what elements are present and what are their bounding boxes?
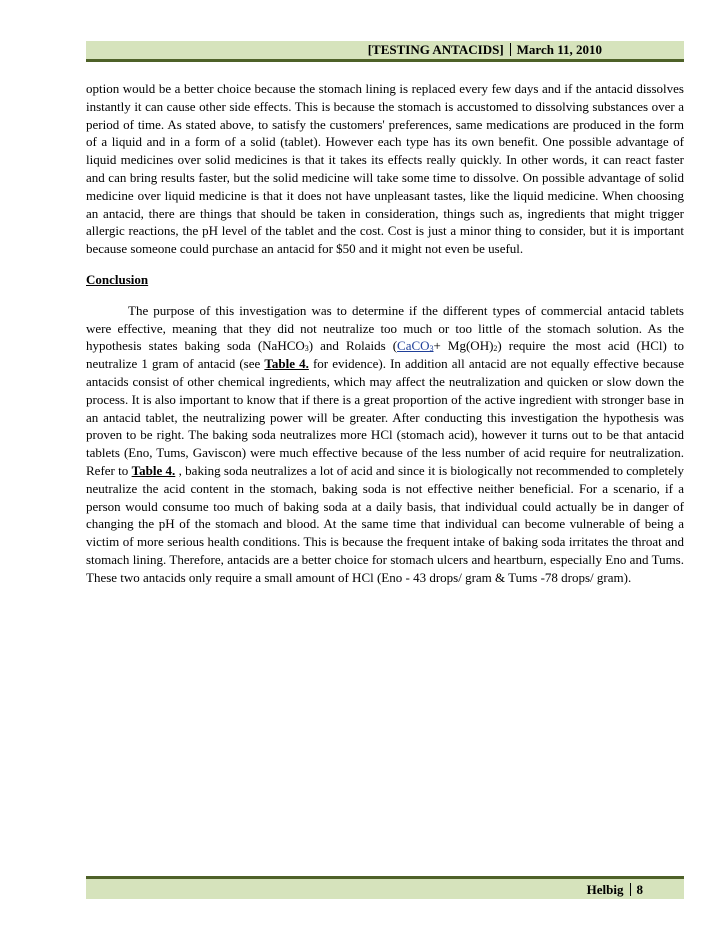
caco3-subscript: 3 [429, 344, 434, 354]
page-number: 8 [636, 882, 643, 897]
conclusion-text-1: The purpose of this investigation was to determine if the different types of commercial antacid tablets were effective, meaning that they did not neutralize too much or too little of the stomach solution. As the hypothesis states baking soda (NaHCO [86, 302, 684, 354]
page-header [86, 41, 684, 63]
header-separator [510, 43, 511, 56]
table-4-reference-2: Table 4. [131, 462, 176, 478]
header-text [368, 42, 602, 58]
conclusion-text-2: ) and Rolaids ( [308, 338, 398, 354]
conclusion-text-4: ) require the most acid (HCl) to neutralize 1 gram of antacid (see [86, 338, 685, 372]
caco3-text: CaCO [397, 338, 430, 354]
nahco3-subscript: 3 [304, 344, 309, 354]
footer-author: Helbig [586, 882, 624, 897]
page-footer [86, 876, 684, 900]
footer-separator [630, 883, 631, 896]
mgoh2-subscript: 2 [493, 344, 498, 354]
paragraph-continuation: option would be a better choice because the stomach lining is replaced every few days and if the antacid dissolves instantly it can cause other side effects. This is because the stomach is accustomed to dissolving substances over a period of time. As stated above, to satisfy the customers' preferences, same medications are produced in the form of a liquid and in a form of a solid (tablet). However each type has its own benefit. One possible advantage of liquid medicines over solid medicines is that it takes its effects really quickly. In other words, it can react faster and can bring results faster, but the solid medicine will take some time to dissolve. On possible advantage of solid medicine over liquid medicine is that it does not have unpleasant tastes, like the liquid medicine. When choosing an antacid, there are things that should be taken in consideration, things such as, ingredients that might trigger allergic reactions, the pH level of the tablet and the cost. Cost is just a minor thing to consider, but it is important because someone could purchase an antacid for $50 and it might not even be useful. [86, 81, 684, 257]
table-4-reference-1: Table 4. [264, 356, 309, 372]
conclusion-text-3: + Mg(OH) [433, 338, 494, 354]
page-content [86, 80, 684, 587]
conclusion-text-5: for evidence). In addition all antacid are not equally effective because antacids consist of other chemical ingredients, which may affect the neutralization and quicken or slow down the process. It is also important to know that if there is a great proportion of the active ingredient with stronger base in an antacid tablet, the neutralizing power will be greater. After conducting this investigation the hypothesis was proven to be right. The baking soda neutralizes more HCl (stomach acid), however it turns out to be that antacid tablets (Eno, Tums, Gaviscon) were much effective because of the less number of acid require for neutralization. Refer to [86, 356, 685, 478]
caco3-link[interactable] [397, 338, 434, 353]
header-date: March 11, 2010 [516, 42, 602, 57]
header-rule [86, 59, 684, 62]
conclusion-text-6: , baking soda neutralizes a lot of acid and since it is biologically not recommended to completely neutralize the acid content in the stomach, baking soda is not effective neither beneficial. For a scenario, if a person would consume too much of baking soda at a daily basis, that individual could actually be in danger of changing the pH of the stomach and blood. At the same time that individual can become vulnerable of being a victim of more serious health conditions. This is because the frequent intake of baking soda irritates the throat and stomach lining. Therefore, antacids are a better choice for stomach ulcers and heartburn, especially Eno and Tums. These two antacids only require a small amount of HCl (Eno - 43 drops/ gram & Tums -78 drops/ gram). [86, 462, 685, 585]
conclusion-paragraph [86, 302, 684, 587]
conclusion-heading: Conclusion [86, 271, 149, 287]
header-title: [TESTING ANTACIDS] [367, 42, 504, 57]
footer-text [587, 882, 643, 898]
